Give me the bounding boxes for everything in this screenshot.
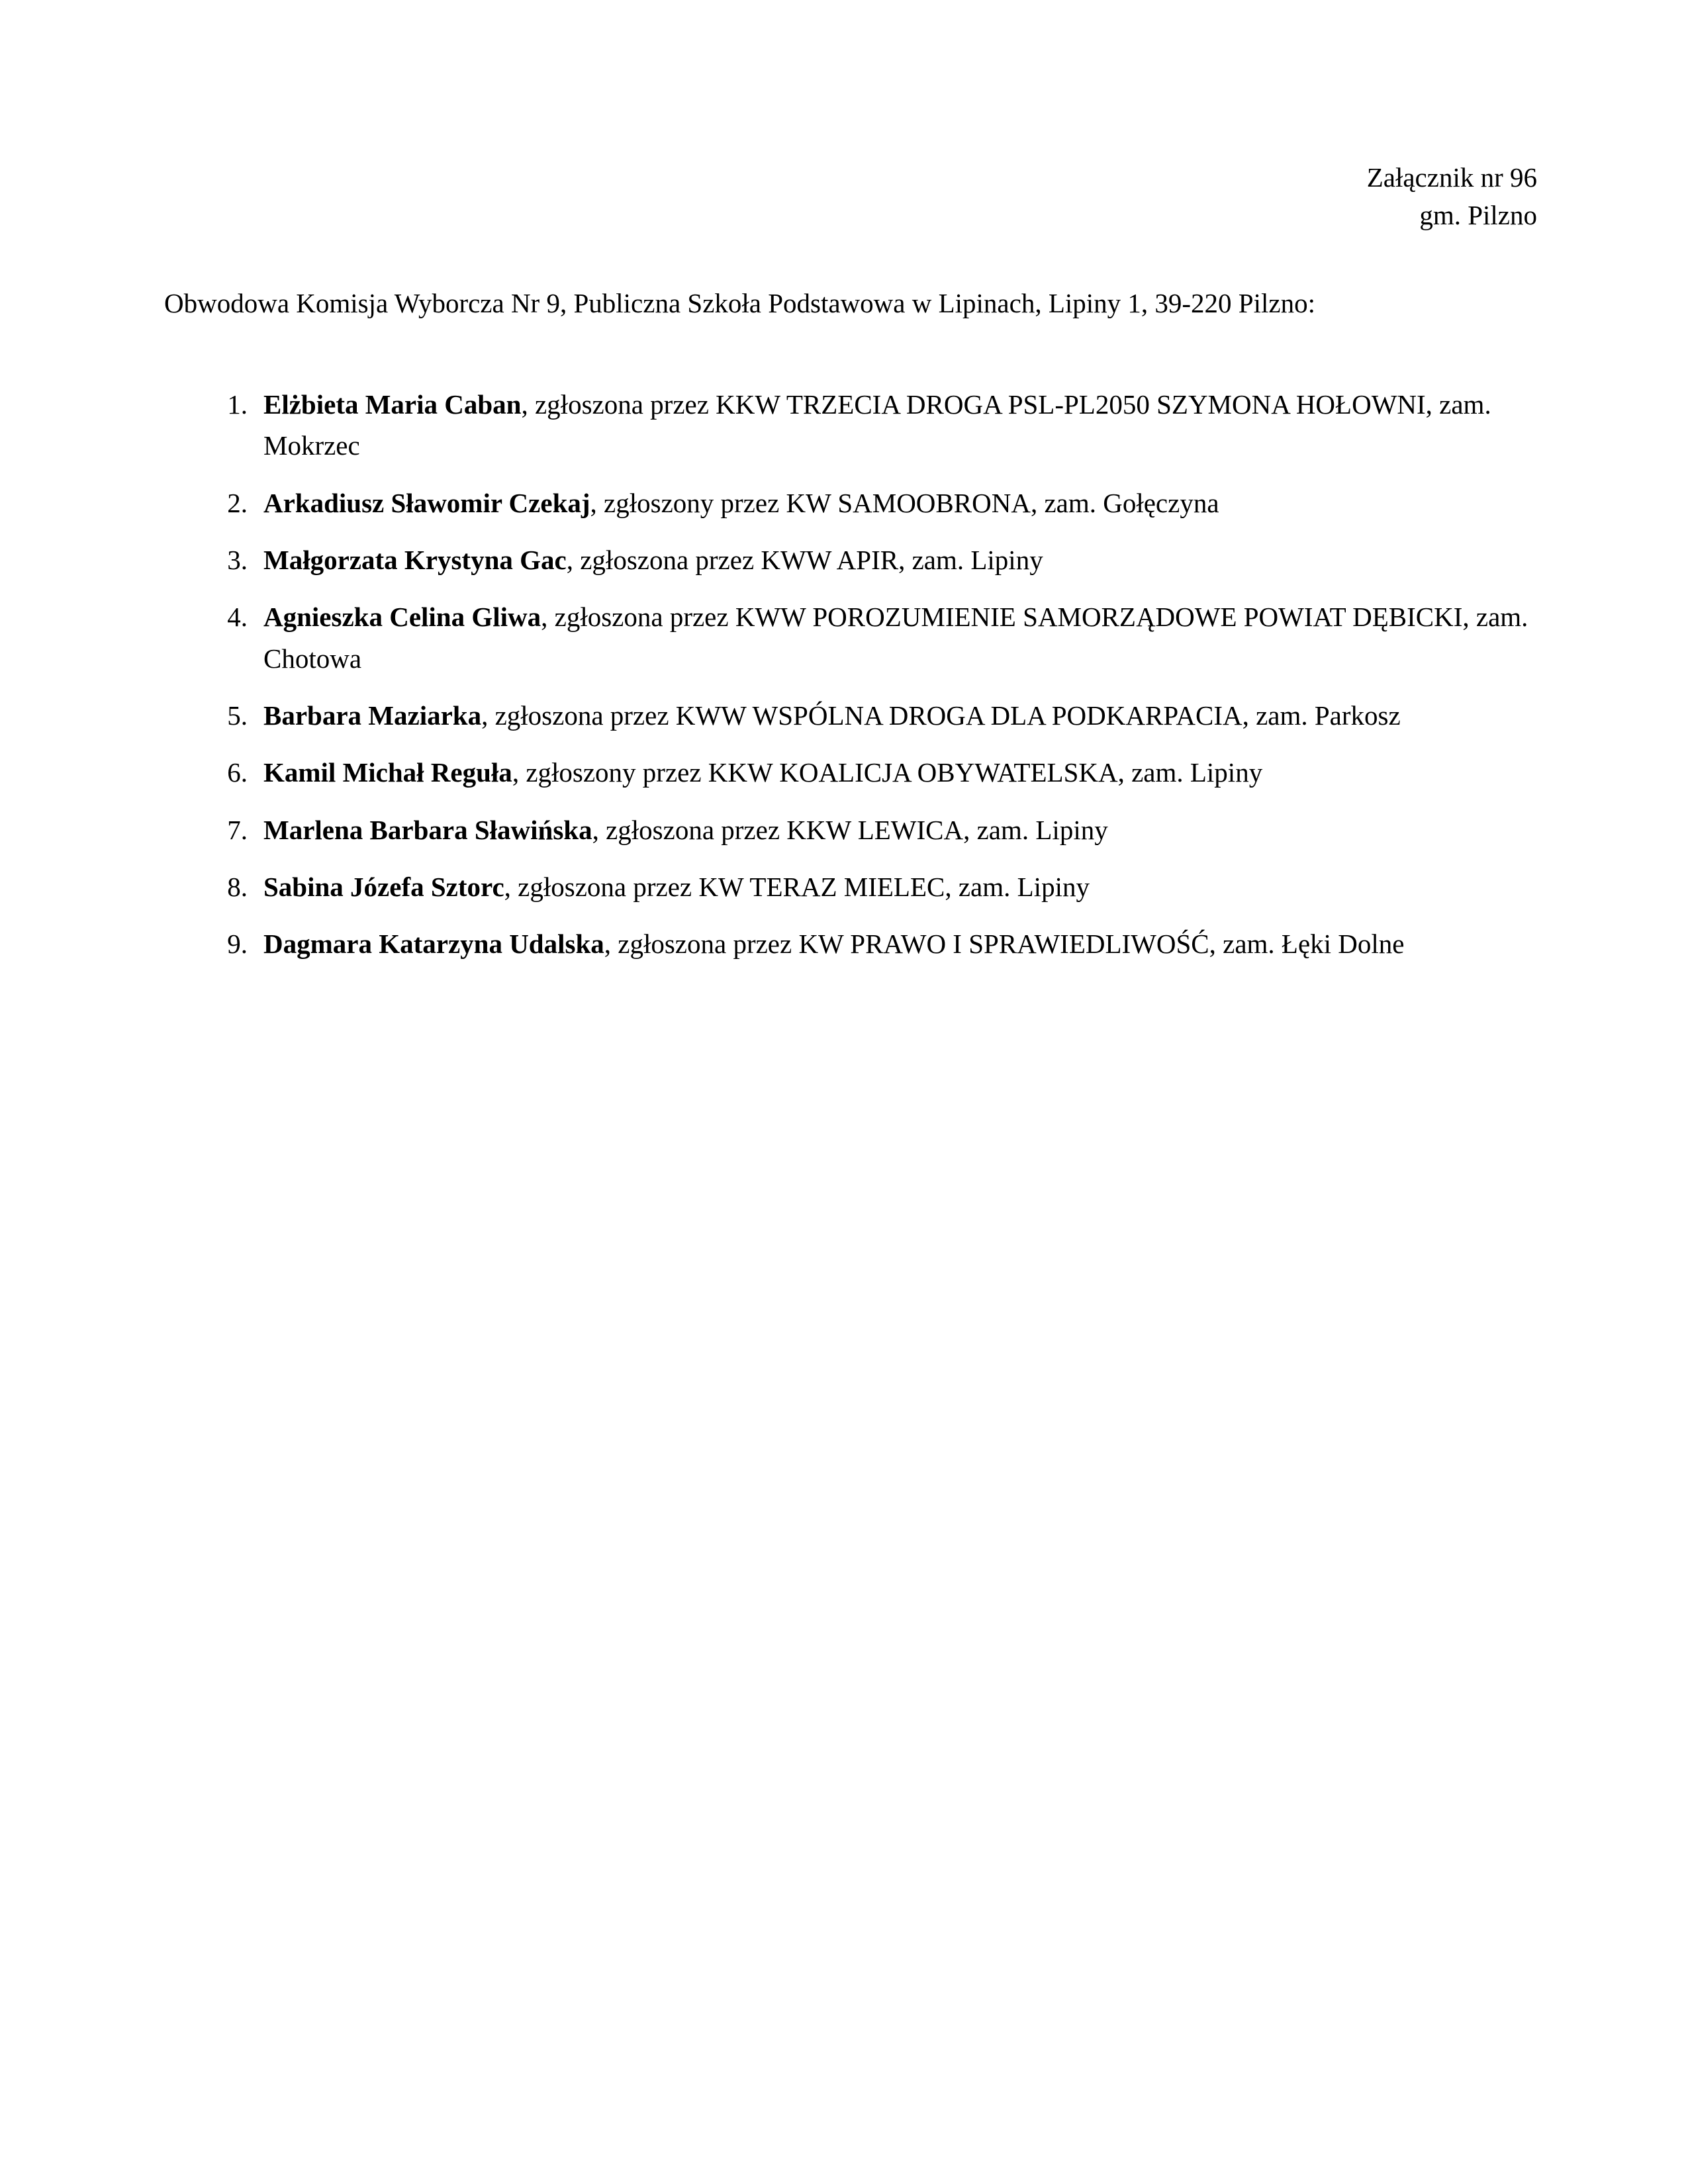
member-name: Małgorzata Krystyna Gac [263,544,567,575]
member-details: , zgłoszona przez KWW WSPÓLNA DROGA DLA PODKARPACIA, zam. Parkosz [481,700,1401,731]
list-item-number: 8. [227,871,248,902]
list-item [164,923,1537,964]
list-item-number: 4. [227,602,248,633]
member-name: Kamil Michał Reguła [263,757,512,788]
member-name: Barbara Maziarka [263,700,482,731]
list-item [164,384,1537,467]
member-name: Arkadiusz Sławomir Czekaj [263,487,590,518]
list-item-number: 1. [227,389,248,420]
member-details: , zgłoszona przez KWW POROZUMIENIE SAMORZĄDOWE POWIAT DĘBICKI, zam. Chotowa [263,602,1528,674]
list-item-number: 6. [227,757,248,788]
member-name: Elżbieta Maria Caban [263,389,522,420]
list-item-number: 5. [227,700,248,731]
member-name: Marlena Barbara Sławińska [263,814,592,845]
member-details: , zgłoszony przez KKW KOALICJA OBYWATELSKA, zam. Lipiny [512,757,1263,788]
municipality-label: gm. Pilzno [1419,199,1537,230]
list-item [164,809,1537,850]
member-details: , zgłoszona przez KW TERAZ MIELEC, zam. Lipiny [504,871,1090,902]
list-item-number: 3. [227,544,248,575]
members-list [164,384,1537,980]
list-item [164,752,1537,793]
list-item [164,695,1537,736]
member-details: , zgłoszona przez KWW APIR, zam. Lipiny [566,544,1043,575]
member-details: , zgłoszona przez KW PRAWO I SPRAWIEDLIWOŚĆ, zam. Łęki Dolne [604,929,1405,960]
list-item [164,596,1537,679]
member-name: Agnieszka Celina Gliwa [263,602,541,633]
document-header [1367,159,1537,234]
attachment-label: Załącznik nr 96 [1366,162,1537,193]
member-name: Dagmara Katarzyna Udalska [263,929,604,960]
member-details: , zgłoszona przez KKW TRZECIA DROGA PSL-PL2050 SZYMONA HOŁOWNI, zam. Mokrzec [263,389,1491,461]
list-item-number: 9. [227,929,248,960]
member-name: Sabina Józefa Sztorc [263,871,504,902]
member-details: , zgłoszona przez KKW LEWICA, zam. Lipiny [592,814,1108,845]
commission-intro: Obwodowa Komisja Wyborcza Nr 9, Publiczna Szkoła Podstawowa w Lipinach, Lipiny 1, 39-220 Pilzno: [164,288,1315,318]
list-item [164,539,1537,580]
list-item-number: 2. [227,487,248,518]
list-item [164,482,1537,523]
list-item [164,866,1537,907]
list-item-number: 7. [227,814,248,845]
member-details: , zgłoszony przez KW SAMOOBRONA, zam. Gołęczyna [590,487,1219,518]
